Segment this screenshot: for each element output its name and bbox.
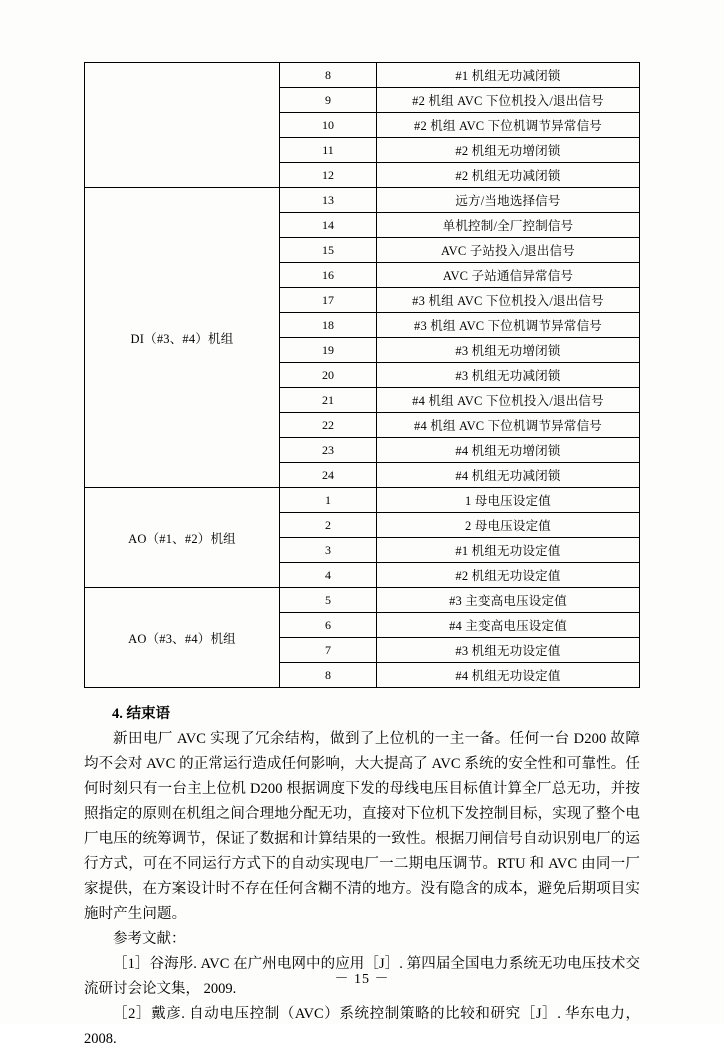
- table-cell-index: 16: [280, 263, 377, 288]
- table-cell-desc: #2 机组 AVC 下位机投入/退出信号: [377, 88, 640, 113]
- table-cell-desc: #3 机组无功设定值: [377, 638, 640, 663]
- table-cell-desc: #3 机组无功增闭锁: [377, 338, 640, 363]
- table-cell-desc: #1 机组无功设定值: [377, 538, 640, 563]
- table-cell-desc: #4 机组 AVC 下位机调节异常信号: [377, 413, 640, 438]
- table-cell-index: 24: [280, 463, 377, 488]
- table-cell-index: 11: [280, 138, 377, 163]
- table-cell-index: 8: [280, 663, 377, 688]
- reference-item-1: ［1］谷海彤. AVC 在广州电网中的应用［J］. 第四届全国电力系统无功电压技术交流研讨会论文集， 2009.: [84, 956, 640, 997]
- table-cell-index: 17: [280, 288, 377, 313]
- table-cell-index: 6: [280, 613, 377, 638]
- table-cell-index: 20: [280, 363, 377, 388]
- table-cell-desc: #3 主变高电压设定值: [377, 588, 640, 613]
- section-paragraph: 新田电厂 AVC 实现了冗余结构，做到了上位机的一主一备。任何一台 D200 故障均不会对 AVC 的正常运行造成任何影响，大大提高了 AVC 系统的安全性和可靠性。任何时刻只有一台主上位机 D200 根据调度下发的母线电压目标值计算全厂总无功，并按照指定的原则在机组之间合理地分配无功，直接对下位机下发控制目标，实现了整个电厂电压的统筹调节，保证了数据和计算结果的一致性。根据刀闸信号自动识别电厂的运行方式，可在不同运行方式下的自动实现电厂一二期电压调节。RTU 和 AVC 由同一厂家提供，在方案设计时不存在任何含糊不清的地方。没有隐含的成本，避免后期项目实施时产生问题。: [84, 731, 640, 922]
- table-cell-index: 10: [280, 113, 377, 138]
- table-row: [85, 488, 640, 513]
- table-cell-desc: AVC 子站投入/退出信号: [377, 238, 640, 263]
- page-content: [84, 62, 640, 1052]
- table-cell-index: 9: [280, 88, 377, 113]
- table-cell-index: 12: [280, 163, 377, 188]
- table-row: [85, 63, 640, 88]
- table-cell-group-di-34: DI（#3、#4）机组: [85, 188, 280, 488]
- table-cell-index: 15: [280, 238, 377, 263]
- table-cell-index: 7: [280, 638, 377, 663]
- table-cell-group-ao-12: AO（#1、#2）机组: [85, 488, 280, 588]
- table-cell-index: 22: [280, 413, 377, 438]
- table-cell-index: 3: [280, 538, 377, 563]
- table-cell-desc: 单机控制/全厂控制信号: [377, 213, 640, 238]
- table-cell-index: 19: [280, 338, 377, 363]
- table-cell-index: 13: [280, 188, 377, 213]
- table-cell-index: 21: [280, 388, 377, 413]
- table-cell-index: 14: [280, 213, 377, 238]
- table-cell-index: 4: [280, 563, 377, 588]
- table-cell-desc: #2 机组无功增闭锁: [377, 138, 640, 163]
- table-cell-desc: #4 机组 AVC 下位机投入/退出信号: [377, 388, 640, 413]
- table-cell-desc: #3 机组无功减闭锁: [377, 363, 640, 388]
- table-cell-desc: #1 机组无功减闭锁: [377, 63, 640, 88]
- section-title: 4. 结束语: [112, 706, 170, 722]
- table-cell-desc: #2 机组 AVC 下位机调节异常信号: [377, 113, 640, 138]
- table-cell-desc: AVC 子站通信异常信号: [377, 263, 640, 288]
- table-cell-index: 5: [280, 588, 377, 613]
- references-title: 参考文献：: [113, 931, 186, 947]
- table-cell-desc: #3 机组 AVC 下位机调节异常信号: [377, 313, 640, 338]
- table-cell-group-ao-34: AO（#3、#4）机组: [85, 588, 280, 688]
- table-cell-desc: #4 机组无功设定值: [377, 663, 640, 688]
- table-cell-desc: #4 机组无功增闭锁: [377, 438, 640, 463]
- table-cell-group: [85, 63, 280, 188]
- table-cell-desc: #4 主变高电压设定值: [377, 613, 640, 638]
- table-row: [85, 188, 640, 213]
- table-cell-desc: #3 机组 AVC 下位机投入/退出信号: [377, 288, 640, 313]
- table-cell-index: 2: [280, 513, 377, 538]
- reference-item-2: ［2］戴彦. 自动电压控制（AVC）系统控制策略的比较和研究［J］. 华东电力，2008.: [84, 1006, 640, 1047]
- table-cell-desc: 远方/当地选择信号: [377, 188, 640, 213]
- table-cell-index: 23: [280, 438, 377, 463]
- table-cell-desc: #2 机组无功设定值: [377, 563, 640, 588]
- table-cell-index: 8: [280, 63, 377, 88]
- table-row: [85, 588, 640, 613]
- table-cell-desc: #2 机组无功减闭锁: [377, 163, 640, 188]
- table-cell-index: 1: [280, 488, 377, 513]
- page-number: － 15 －: [334, 972, 390, 987]
- table-cell-desc: #4 机组无功减闭锁: [377, 463, 640, 488]
- table-cell-desc: 1 母电压设定值: [377, 488, 640, 513]
- table-cell-desc: 2 母电压设定值: [377, 513, 640, 538]
- signal-point-table: [84, 62, 640, 688]
- table-body: [85, 63, 640, 688]
- table-cell-index: 18: [280, 313, 377, 338]
